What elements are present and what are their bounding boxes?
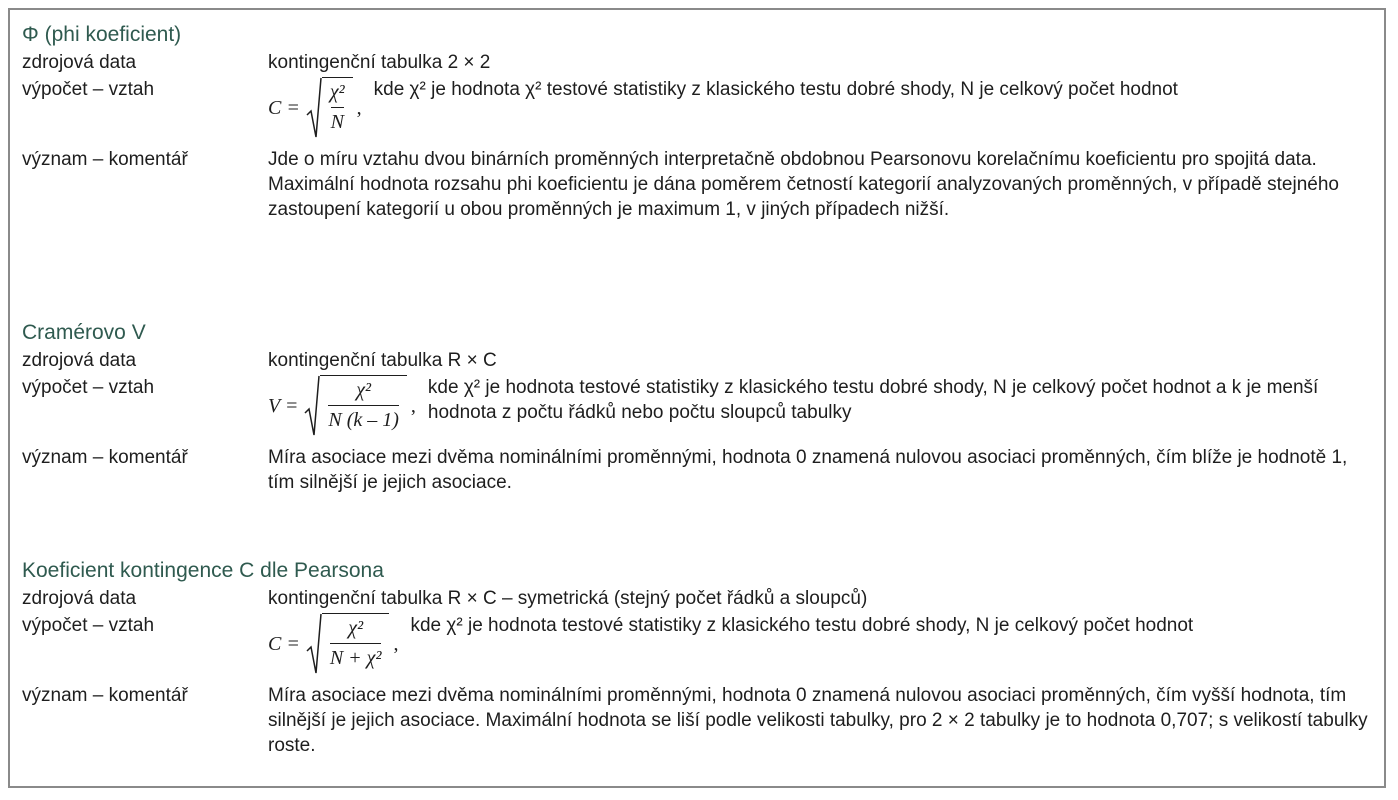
source-label: zdrojová data <box>22 52 137 73</box>
meaning-label: význam – komentář <box>22 149 188 170</box>
statistics-table <box>8 8 1386 788</box>
source-value: kontingenční tabulka R × C <box>268 350 497 371</box>
meaning-label: význam – komentář <box>22 447 188 468</box>
section-title <box>22 558 1374 584</box>
formula-denominator: N + χ² <box>330 643 382 671</box>
section-contingency <box>22 558 1374 758</box>
meaning-row <box>22 683 1374 758</box>
sqrt-expression <box>304 375 407 437</box>
sqrt-expression <box>306 613 390 675</box>
calc-text: kde χ² je hodnota testové statistiky z klasického testu dobré shody, N je celkový počet hodnot a k je menší hodnota z počtu řádků nebo počtu sloupců tabulky <box>427 377 1319 423</box>
formula-numerator: χ² <box>348 617 364 639</box>
section-phi <box>22 22 1374 222</box>
section-title-text: Koeficient kontingence C dle Pearsona <box>22 559 384 582</box>
formula: C = $\frac{\text{χ²}}{N}$ , <box>268 77 362 139</box>
sqrt-icon <box>306 613 322 675</box>
source-row <box>22 586 1374 611</box>
calc-text: kde χ² je hodnota testové statistiky z klasického testu dobré shody, N je celkový počet hodnot <box>410 615 1194 636</box>
section-cramer <box>22 320 1374 495</box>
source-row <box>22 50 1374 75</box>
meaning-label: význam – komentář <box>22 685 188 706</box>
meaning-value: Míra asociace mezi dvěma nominálními proměnnými, hodnota 0 znamená nulovou asociaci proměnných, čím blíže je hodnotě 1, tím silnější je jejich asociace. <box>268 447 1348 493</box>
formula-numerator: χ² <box>356 379 372 401</box>
meaning-value: Míra asociace mezi dvěma nominálními proměnnými, hodnota 0 znamená nulovou asociaci proměnných, čím vyšší hodnota, tím silnější je jejich asociace. Maximální hodnota se liší podle velikosti tabulky, pro 2 × 2 tabulky je to hodnota 0,707; s velikostí tabulky roste. <box>268 685 1368 756</box>
calc-row <box>22 613 1374 675</box>
calc-label: výpočet – vztah <box>22 79 155 100</box>
formula-denominator: N (k – 1) <box>328 405 399 433</box>
formula: V = $\frac{\text{χ²}}{N (k - 1)}$ , <box>268 375 416 437</box>
sqrt-icon <box>306 77 322 139</box>
section-title <box>22 320 1374 346</box>
calc-label: výpočet – vztah <box>22 615 155 636</box>
formula: C = $\frac{\text{χ²}}{\text{N + χ²}}$ , <box>268 613 398 675</box>
formula-numerator: χ² <box>329 81 345 103</box>
section-title <box>22 22 1374 48</box>
source-label: zdrojová data <box>22 350 137 371</box>
formula-lhs: C = <box>268 632 300 655</box>
formula-lhs: V = <box>268 394 299 417</box>
meaning-row <box>22 147 1374 222</box>
calc-row <box>22 375 1374 437</box>
source-value: kontingenční tabulka R × C – symetrická (stejný počet řádků a sloupců) <box>268 588 868 609</box>
meaning-row <box>22 445 1374 495</box>
sqrt-expression <box>306 77 353 139</box>
formula-denominator: N <box>331 107 344 135</box>
section-title-text: Cramérovo V <box>22 321 146 344</box>
phi-symbol: Φ <box>22 23 39 46</box>
source-label: zdrojová data <box>22 588 137 609</box>
calc-text: kde χ² je hodnota χ² testové statistiky z klasického testu dobré shody, N je celkový počet hodnot <box>373 79 1178 100</box>
meaning-value: Jde o míru vztahu dvou binárních proměnných interpretačně obdobnou Pearsonovu korelačnímu koeficientu pro spojitá data. Maximální hodnota rozsahu phi koeficientu je dána poměrem četností kategorií analyzovaných proměnných, v případě stejného zastoupení kategorií u obou proměnných je maximum 1, v jiných případech nižší. <box>268 149 1339 220</box>
section-title-text: (phi koeficient) <box>44 23 182 46</box>
calc-label: výpočet – vztah <box>22 377 155 398</box>
source-value: kontingenční tabulka 2 × 2 <box>268 52 491 73</box>
source-row <box>22 348 1374 373</box>
formula-lhs: C = <box>268 96 300 119</box>
sqrt-icon <box>304 375 320 437</box>
calc-row <box>22 77 1374 139</box>
